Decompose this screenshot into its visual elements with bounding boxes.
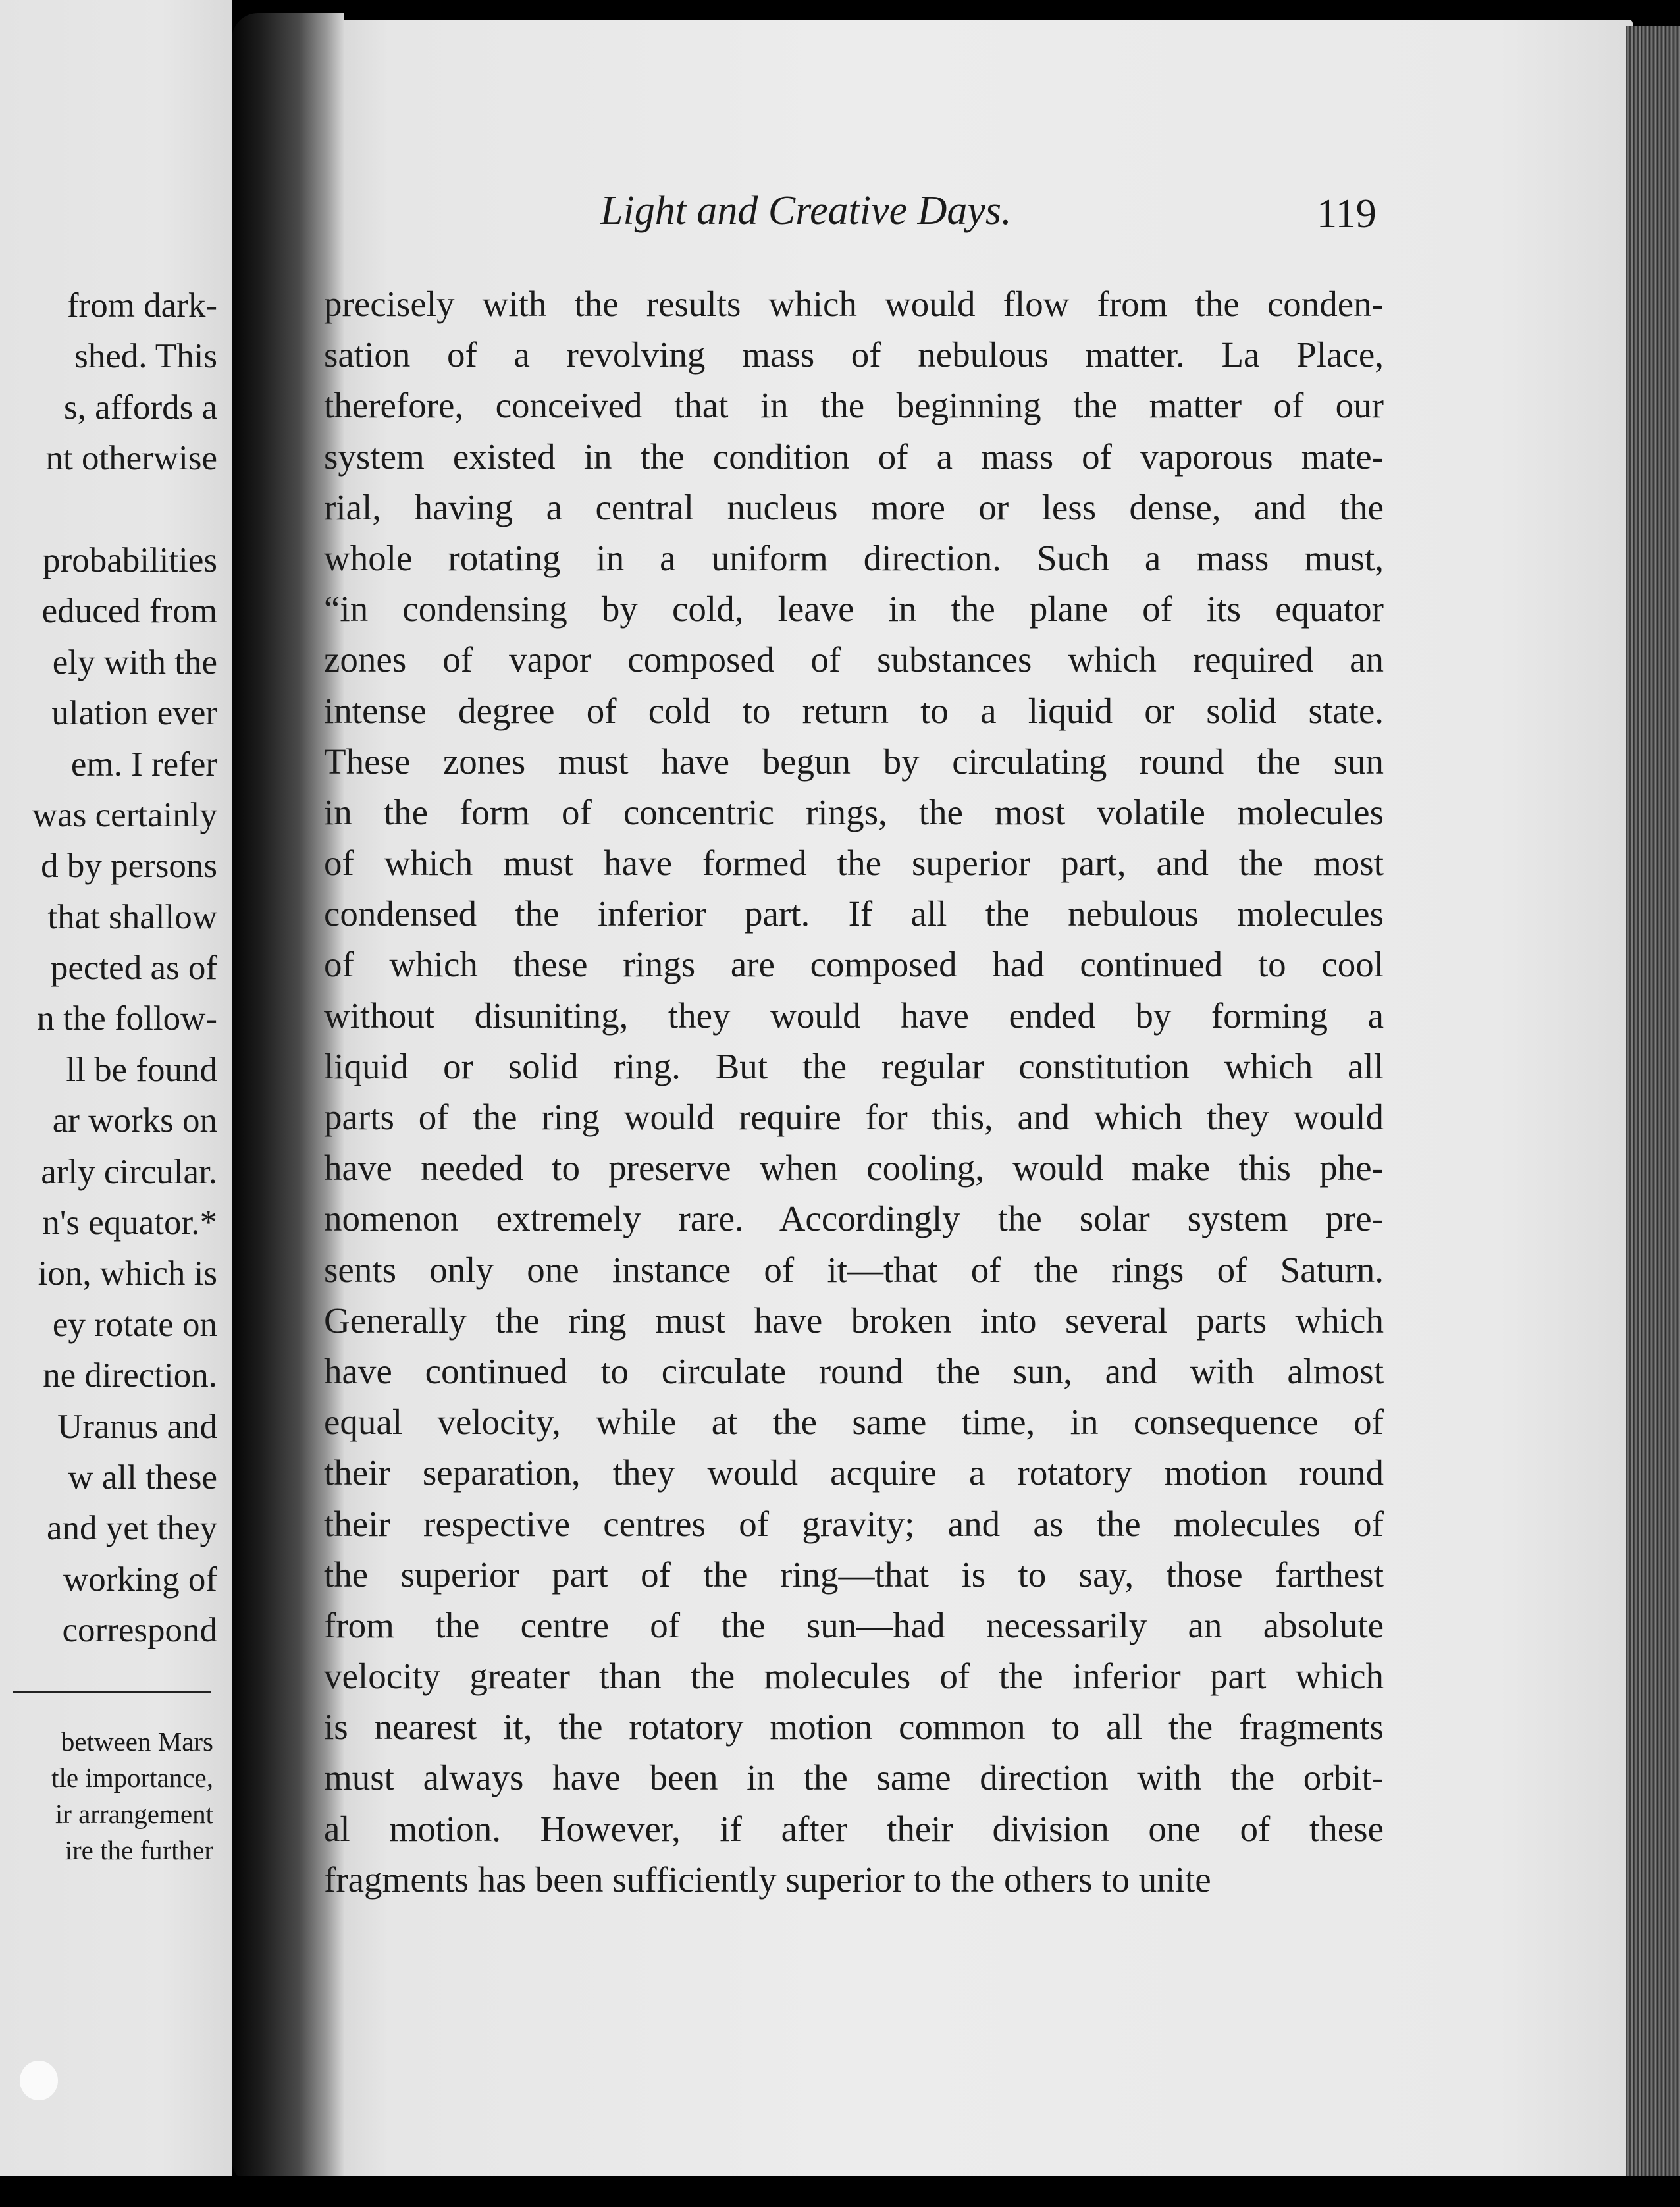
footnote-line: tle importance, xyxy=(51,1763,213,1793)
text-line: “in condensing by cold, leave in the plane of its equator xyxy=(324,589,1384,629)
text-line: zones of vapor composed of substances which required an xyxy=(324,639,1384,680)
text-line: Generally the ring must have broken into several parts which xyxy=(324,1300,1384,1341)
text-line: equal velocity, while at the same time, in consequence of xyxy=(324,1402,1384,1443)
text-line: therefore, conceived that in the beginning the matter of our xyxy=(324,385,1384,426)
scan-speck xyxy=(20,2061,58,2100)
text-line: in the form of concentric rings, the most volatile molecules xyxy=(324,791,1384,832)
text-line: of which must have formed the superior part, and the most xyxy=(324,843,1384,884)
left-line: from dark- xyxy=(66,286,217,325)
text-line: must always have been in the same direction with the orbit- xyxy=(324,1757,1384,1798)
stacked-page-edges xyxy=(1626,26,1680,2193)
text-line: liquid or solid ring. But the regular constitution which all xyxy=(324,1046,1384,1086)
left-line: educed from xyxy=(41,592,217,631)
left-page-fragment xyxy=(0,0,232,2176)
left-footnote xyxy=(0,1724,213,1869)
text-line: precisely with the results which would flow from the conden- xyxy=(324,284,1384,324)
left-line: correspond xyxy=(62,1611,217,1650)
left-line: was certainly xyxy=(32,795,217,834)
left-line: and yet they xyxy=(46,1509,217,1548)
text-line: their respective centres of gravity; and as the molecules of xyxy=(324,1503,1384,1544)
text-line: al motion. However, if after their division one of these xyxy=(324,1808,1384,1849)
left-line: nt otherwise xyxy=(45,439,217,478)
left-line: ely with the xyxy=(52,643,217,681)
left-line: shed. This xyxy=(74,337,217,376)
left-line: arly circular. xyxy=(41,1152,217,1191)
text-line: from the centre of the sun—had necessarily an absolute xyxy=(324,1605,1384,1645)
text-line: sents only one instance of it—that of the rings of Saturn. xyxy=(324,1249,1384,1290)
running-head: Light and Creative Days. xyxy=(600,188,1012,233)
page-number: 119 xyxy=(1317,192,1377,236)
left-line: ne direction. xyxy=(43,1356,217,1395)
left-line: ey rotate on xyxy=(52,1305,217,1344)
text-line: condensed the inferior part. If all the nebulous molecules xyxy=(324,893,1384,934)
left-line: w all these xyxy=(68,1458,217,1497)
text-line: the superior part of the ring—that is to say, those farthest xyxy=(324,1554,1384,1595)
left-line: ulation ever xyxy=(51,694,217,733)
left-line: ll be found xyxy=(66,1050,217,1089)
left-line: ion, which is xyxy=(38,1254,217,1293)
left-line: Uranus and xyxy=(57,1407,217,1446)
footnote-line: ir arrangement xyxy=(55,1799,213,1829)
text-line: rial, having a central nucleus more or less dense, and the xyxy=(324,487,1384,527)
left-line: em. I refer xyxy=(70,745,217,784)
text-line: velocity greater than the molecules of the inferior part which xyxy=(324,1656,1384,1697)
text-line: sation of a revolving mass of nebulous matter. La Place, xyxy=(324,334,1384,375)
text-line: their separation, they would acquire a rotatory motion round xyxy=(324,1452,1384,1493)
left-line: ar works on xyxy=(52,1102,217,1140)
scan-border-bottom xyxy=(0,2176,1680,2207)
left-line: that shallow xyxy=(47,897,217,936)
text-line: have continued to circulate round the sun, and with almost xyxy=(324,1350,1384,1391)
text-line: intense degree of cold to return to a liquid or solid state. xyxy=(324,690,1384,731)
left-line xyxy=(0,485,217,535)
left-line: n the follow- xyxy=(37,999,217,1038)
body-text xyxy=(324,279,1384,1905)
text-line: These zones must have begun by circulating round the sun xyxy=(324,741,1384,782)
left-line: n's equator.* xyxy=(42,1204,217,1242)
footnote-line: ire the further xyxy=(65,1835,213,1865)
text-line: is nearest it, the rotatory motion common to all the fragments xyxy=(324,1707,1384,1747)
text-line: system existed in the condition of a mass of vaporous mate- xyxy=(324,436,1384,477)
text-line: whole rotating in a uniform direction. Such a mass must, xyxy=(324,537,1384,578)
text-line: without disuniting, they would have ended by forming a xyxy=(324,995,1384,1036)
text-line: fragments has been sufficiently superior to the others to unite xyxy=(324,1859,1211,1900)
footnote-rule xyxy=(13,1691,211,1693)
left-page-text xyxy=(0,280,217,1657)
text-line: parts of the ring would require for this, and which they would xyxy=(324,1097,1384,1137)
left-line: probabilities xyxy=(43,541,217,579)
left-line: d by persons xyxy=(41,847,217,886)
left-line: s, affords a xyxy=(63,388,217,427)
footnote-line: between Mars xyxy=(61,1726,213,1757)
left-line: pected as of xyxy=(50,949,217,988)
scan-border-top xyxy=(0,0,1680,13)
text-line: have needed to preserve when cooling, would make this phe- xyxy=(324,1148,1384,1188)
text-line: of which these rings are composed had continued to cool xyxy=(324,944,1384,985)
text-line: nomenon extremely rare. Accordingly the solar system pre- xyxy=(324,1198,1384,1239)
left-line: working of xyxy=(63,1560,217,1599)
